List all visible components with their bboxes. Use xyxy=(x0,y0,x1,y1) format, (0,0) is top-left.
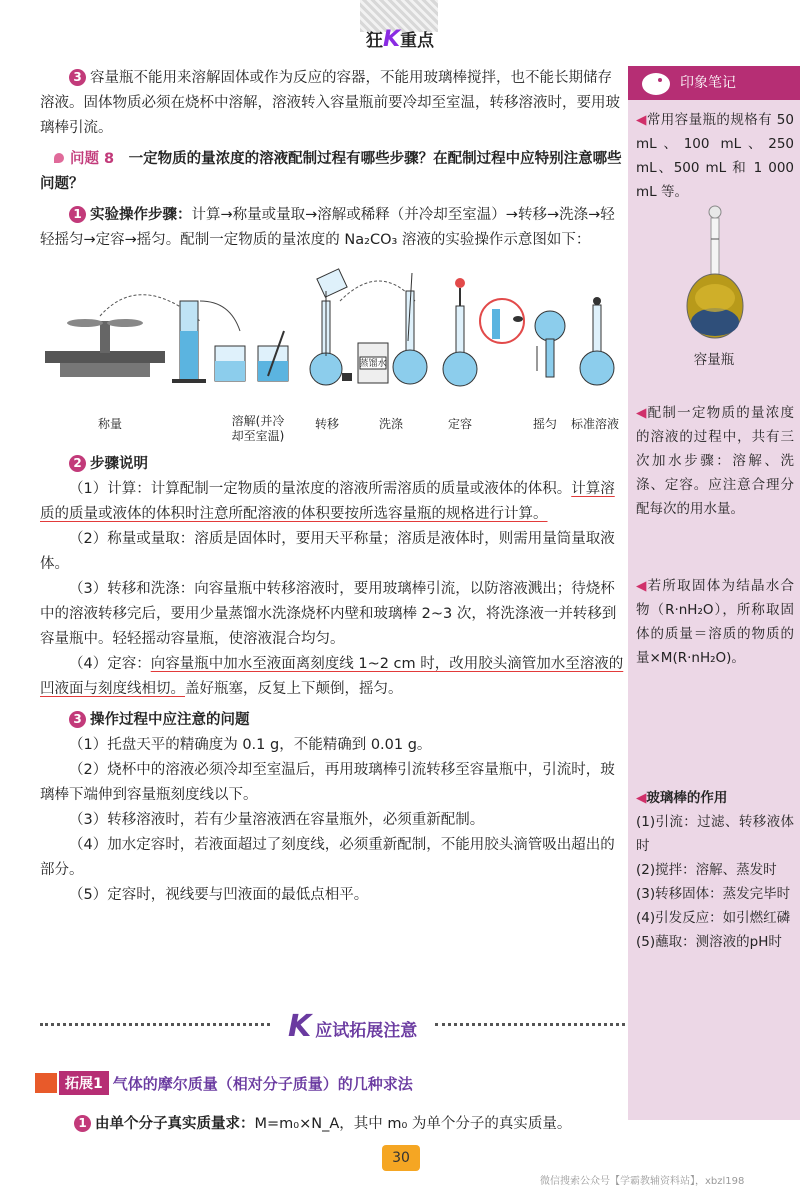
question-text: 一定物质的量浓度的溶液配制过程有哪些步骤？在配制过程中应特别注意哪些问题？ xyxy=(40,151,622,192)
book-icon xyxy=(35,1073,57,1093)
question-8 xyxy=(40,147,625,197)
header-title-right: 重点 xyxy=(400,31,435,51)
glass-rod-use-item: (1)引流：过滤、转移液体时 xyxy=(636,814,794,854)
beaker-icon xyxy=(215,346,245,381)
flask-transfer-icon xyxy=(310,269,347,385)
sidebar-note-4 xyxy=(636,786,794,954)
flask-wash-icon xyxy=(393,273,427,384)
extension-k-logo: K xyxy=(288,1009,312,1044)
sidebar-note-1 xyxy=(636,108,794,204)
sidebar-note-2 xyxy=(636,401,794,521)
step2-p1 xyxy=(40,477,625,527)
sidebar-note-3 xyxy=(636,574,794,670)
dotted-divider-left xyxy=(40,1023,270,1026)
step1-title: 实验操作步骤： xyxy=(90,207,192,223)
sidebar-note-4-title: 玻璃棒的作用 xyxy=(646,790,728,806)
step3-heading xyxy=(40,708,625,733)
triangle-marker-icon: ◀ xyxy=(636,790,647,806)
meniscus-magnifier-icon xyxy=(480,299,524,343)
glass-rod-use-item: (4)引发反应：如引燃红磷 xyxy=(636,910,791,926)
item3-paragraph xyxy=(40,66,625,141)
step3-item: （4）加水定容时，若液面超过了刻度线，必须重新配制，不能用胶头滴管吸出超出的部分。 xyxy=(40,837,615,878)
page-number: 30 xyxy=(382,1145,420,1171)
question-marker-icon xyxy=(54,153,64,163)
sidebar-note-3-text: 若所取固体为结晶水合物（R·nH₂O），所称取固体的质量＝溶质的物质的量×M(R·nH₂O)。 xyxy=(636,578,795,666)
step1-text: 计算→称量或量取→溶解或稀释（并冷却至室温）→转移→洗涤→轻轻摇匀→定容→摇匀。配制一定物质的量浓度的 Na₂CO₃ 溶液的实验操作示意图如下： xyxy=(40,207,615,248)
sidebar-note-2-text: 配制一定物质的量浓度的溶液的过程中，共有三次加水步骤：溶解、洗涤、定容。应注意合理分配每次的用水量。 xyxy=(636,405,795,517)
sidebar-note-1-text: 常用容量瓶的规格有 50 mL、100 mL、250 mL、500 mL 和 1 000 mL 等。 xyxy=(636,112,794,200)
header-title-left: 狂 xyxy=(365,31,383,51)
diagram-bottle-label: 蒸馏水 xyxy=(359,359,387,369)
circle-number-1: 1 xyxy=(69,206,86,223)
step2-heading xyxy=(40,452,625,477)
elephant-icon xyxy=(638,68,674,98)
sidebar-notes xyxy=(628,66,800,1120)
extension-title-text: 应试拓展注意 xyxy=(315,1021,418,1041)
header-k-logo: K xyxy=(382,27,401,52)
step2-p4 xyxy=(40,652,625,702)
flask-caption: 容量瓶 xyxy=(693,352,735,368)
triangle-marker-icon: ◀ xyxy=(636,112,647,128)
extension-line-text: M=m₀×N_A，其中 m₀ 为单个分子的真实质量。 xyxy=(254,1116,572,1132)
step3-item: （1）托盘天平的精确度为 0.1 g，不能精确到 0.01 g。 xyxy=(69,737,432,753)
diagram-label-dissolve: 溶解(并冷却至室温) xyxy=(231,414,285,443)
item3-text: 容量瓶不能用来溶解固体或作为反应的容器，不能用玻璃棒搅拌，也不能长期储存溶液。固体物质必须在烧杯中溶解，溶液转入容量瓶前要冷却至室温，转移溶液时，要用玻璃棒引流。 xyxy=(40,70,620,136)
step2-p1-underlined: 计算溶质的质量或液体的体积时注意所配溶液的体积要按所选容量瓶的规格进行计算。 xyxy=(40,481,615,522)
glass-rod-use-item: (3)转移固体：蒸发完毕时 xyxy=(636,886,791,902)
flask-standard-icon xyxy=(580,297,614,385)
circle-number-1b: 1 xyxy=(74,1115,91,1132)
question-label: 问题 8 xyxy=(70,151,115,167)
extension-title: 气体的摩尔质量（相对分子质量）的几种求法 xyxy=(112,1074,413,1093)
beaker-rod-icon xyxy=(258,331,288,381)
extension-1-line xyxy=(74,1112,571,1133)
step2-p1-text: （1）计算：计算配制一定物质的量浓度的溶液所需溶质的质量或液体的体积。 xyxy=(69,481,572,497)
experiment-diagram xyxy=(40,261,625,446)
diagram-label-volume: 定容 xyxy=(447,417,472,431)
volumetric-flask-icon xyxy=(680,204,750,344)
triangle-marker-icon: ◀ xyxy=(636,578,648,594)
watermark-text: 微信搜索公众号【学霸教辅资料站】，xbzl198 xyxy=(540,1176,745,1187)
diagram-label-shake: 摇匀 xyxy=(532,417,557,431)
glass-rod-use-item: (5)蘸取：测溶液的pH时 xyxy=(636,934,782,950)
diagram-label-weigh: 称量 xyxy=(97,417,122,431)
balance-icon xyxy=(45,295,200,377)
circle-number-2: 2 xyxy=(69,455,86,472)
circle-number-3b: 3 xyxy=(69,711,86,728)
flask-dropper-icon xyxy=(443,278,477,386)
step2-p2: （2）称量或量取：溶质是固体时，要用天平称量；溶质是液体时，则需用量筒量取液体。 xyxy=(40,531,615,572)
step2-p4-underlined: 向容量瓶中加水至液面离刻度线 1~2 cm 时，改用胶头滴管加水至溶液的凹液面与刻度线相切。 xyxy=(40,656,624,697)
step3-item: （3）转移溶液时，若有少量溶液洒在容量瓶外，必须重新配制。 xyxy=(69,812,485,828)
step2-p3: （3）转移和洗涤：向容量瓶中转移溶液时，要用玻璃棒引流，以防溶液溅出；待烧杯中的溶液转移完后，要用少量蒸馏水洗涤烧杯内壁和玻璃棒 2~3 次，将洗涤液一并转移到容量瓶中。轻轻摇动容量瓶，使溶液混合均匀。 xyxy=(40,581,617,647)
dotted-divider-right xyxy=(435,1023,625,1026)
page-header-title xyxy=(345,26,455,52)
diagram-label-transfer: 转移 xyxy=(314,417,339,431)
diagram-label-wash: 洗涤 xyxy=(378,417,403,431)
triangle-marker-icon: ◀ xyxy=(636,405,648,421)
step2-title: 步骤说明 xyxy=(90,456,148,472)
circle-number-3: 3 xyxy=(69,69,86,86)
step1-paragraph xyxy=(40,203,625,253)
extension-line-bold: 由单个分子真实质量求： xyxy=(95,1116,255,1132)
glass-rod-use-item: (2)搅拌：溶解、蒸发时 xyxy=(636,862,777,878)
experiment-apparatus-illustration xyxy=(40,261,625,411)
step2-p4-label: （4）定容： xyxy=(69,656,151,672)
step3-item: （5）定容时，视线要与凹液面的最低点相平。 xyxy=(69,887,369,903)
step3-item: （2）烧杯中的溶液必须冷却至室温后，再用玻璃棒引流转移至容量瓶中，引流时，玻璃棒下端伸到容量瓶刻度线以下。 xyxy=(40,762,615,803)
extension-1-heading xyxy=(35,1071,413,1095)
sidebar-header-text: 印象笔记 xyxy=(680,75,736,91)
step2-p4-text: 盖好瓶塞，反复上下颠倒，摇匀。 xyxy=(185,681,403,697)
extension-tag: 拓展1 xyxy=(59,1071,109,1095)
extension-banner-title xyxy=(288,1009,417,1044)
main-content xyxy=(40,66,625,908)
flask-shaking-icon xyxy=(535,311,565,377)
extension-banner xyxy=(40,1005,625,1045)
step3-title: 操作过程中应注意的问题 xyxy=(90,712,250,728)
diagram-label-standard: 标准溶液 xyxy=(570,417,619,431)
